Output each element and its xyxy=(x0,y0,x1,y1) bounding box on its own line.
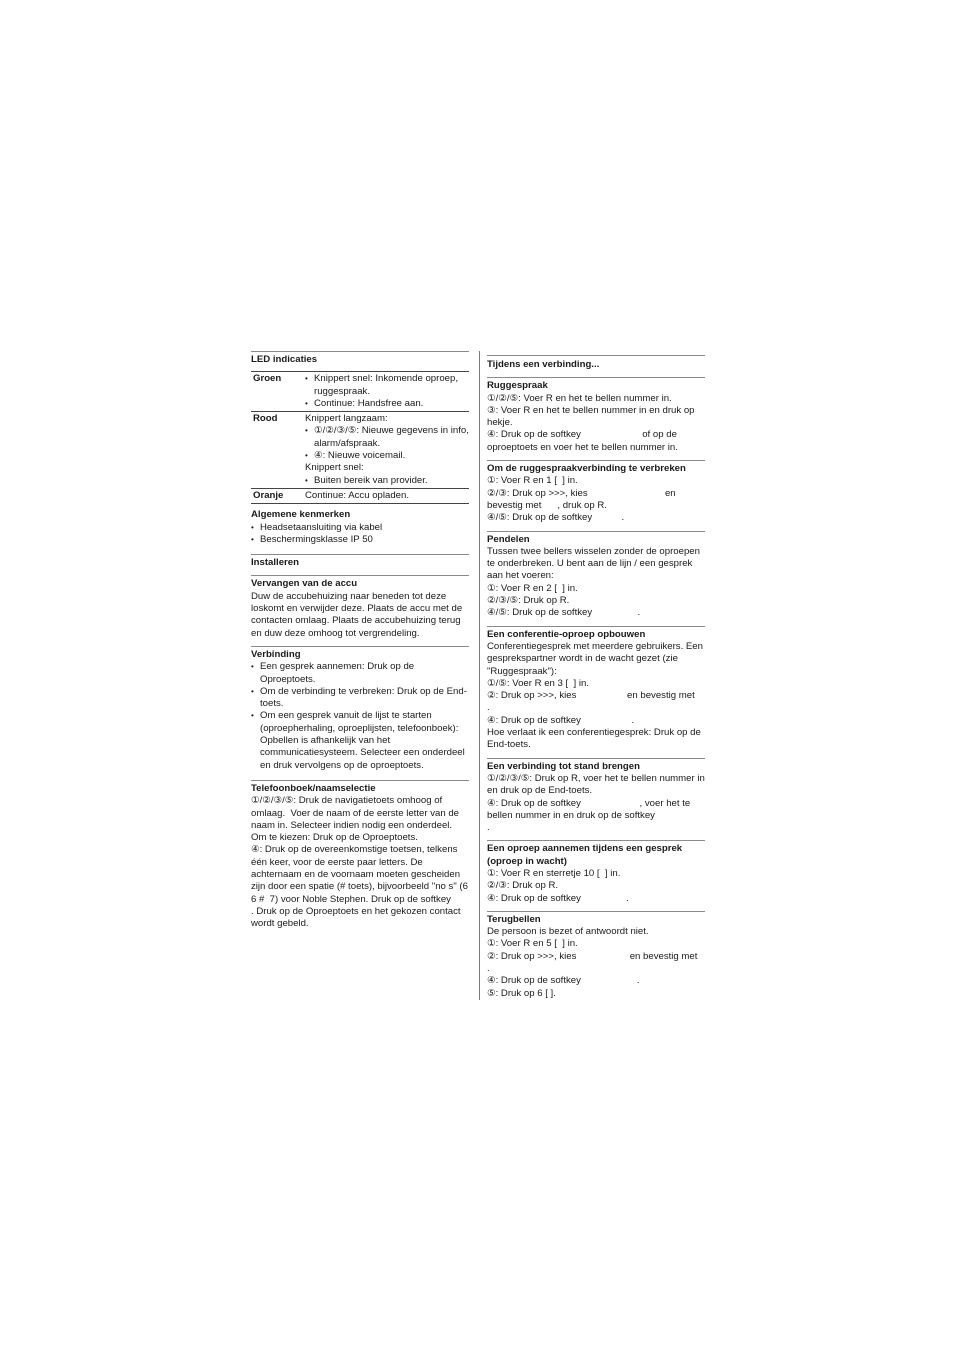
telefoonboek-title: Telefoonboek/naamselectie xyxy=(251,782,376,794)
column-divider xyxy=(479,351,480,1000)
aannemen-title: Een oproep aannemen tijdens een gesprek (oproep in wacht) xyxy=(487,843,683,867)
totstand-title: Een verbinding tot stand brengen xyxy=(487,760,640,772)
section-ruggespraak xyxy=(487,377,705,454)
led-bullet-list xyxy=(305,425,469,462)
list-item: • Om de verbinding te verbreken: Druk op de End-toets. xyxy=(251,686,469,711)
verbinding-title: Verbinding xyxy=(251,648,301,660)
telefoonboek-line: ①/②/③/⑤: Druk de navigatietoets omhoog of omlaag. Voer de naam of de eerste letter van de naam in. Selecteer indien nodig een onderdeel. Om te kiezen: Druk op de Oproeptoets. xyxy=(251,795,462,844)
verbreken-title: Om de ruggespraakverbinding te verbreken xyxy=(487,463,686,475)
installeren-title: Installeren xyxy=(251,557,299,569)
ruggespraak-line: ③: Voer R en het te bellen nummer in en druk op hekje. xyxy=(487,404,698,429)
left-column xyxy=(251,351,473,930)
led-row xyxy=(251,372,469,412)
list-item: • Een gesprek aannemen: Druk op de Oproeptoets. xyxy=(251,661,469,686)
verbreken-line: ④/⑤: Druk op de softkey . xyxy=(487,512,625,524)
terugbellen-line: ⑤: Druk op 6 [ ]. xyxy=(487,987,556,999)
right-column xyxy=(487,351,717,1000)
tijdens-title: Tijdens een verbinding... xyxy=(487,359,600,370)
led-table xyxy=(251,371,469,504)
section-telefoonboek xyxy=(251,780,473,931)
section-totstand xyxy=(487,758,717,835)
accu-title: Vervangen van de accu xyxy=(251,578,358,590)
pendelen-line: Tussen twee bellers wisselen zonder de oproepen te onderbreken. U bent aan de lijn / een gesprek aan het voeren: xyxy=(487,545,703,582)
verbinding-list xyxy=(251,661,469,772)
algemeen-list xyxy=(251,522,469,547)
ruggespraak-line: ①/②/⑤: Voer R en het te bellen nummer in. xyxy=(487,392,672,404)
conferentie-line: ①/⑤: Voer R en 3 [ ] in. xyxy=(487,677,589,689)
algemeen-title: Algemene kenmerken xyxy=(251,509,351,521)
accu-text: Duw de accubehuizing naar beneden tot deze loskomt en verwijder deze. Plaats de accu met de contacten omlaag. Plaats de accubehuizing terug en duw deze omhoog tot vergrendeling. xyxy=(251,590,463,639)
totstand-line: ①/②/③/⑤: Druk op R, voer het te bellen nummer in en druk op de End-toets. xyxy=(487,772,708,797)
list-item: • Buiten bereik van provider. xyxy=(305,475,469,487)
led-color-label: Groen xyxy=(253,373,282,385)
list-item: • Beschermingsklasse IP 50 xyxy=(251,534,469,546)
section-algemene-kenmerken xyxy=(251,509,469,546)
section-tijdens xyxy=(487,355,705,371)
led-line: Knippert langzaam: xyxy=(305,413,388,425)
list-item: • Om een gesprek vanuit de lijst te starten (oproepherhaling, oproeplijsten, telefoonboek): Opbellen is afhankelijk van het communicatiesysteem. Selecteer een onderdeel en druk vervolgens op de oproeptoets. xyxy=(251,710,469,771)
section-verbinding xyxy=(251,646,469,772)
conferentie-line: Hoe verlaat ik een conferentiegesprek: Druk op de End-toets. xyxy=(487,727,704,751)
aannemen-line: ②/③: Druk op R. xyxy=(487,880,559,892)
list-item: • Headsetaansluiting via kabel xyxy=(251,522,469,534)
led-title: LED indicaties xyxy=(251,354,318,365)
pendelen-line: ②/③/⑤: Druk op R. xyxy=(487,595,570,607)
conferentie-line: ④: Druk op de softkey . xyxy=(487,714,635,726)
section-led-indicaties xyxy=(251,351,469,504)
list-item: • ①/②/③/⑤: Nieuwe gegevens in info, alarm/afspraak. xyxy=(305,425,469,450)
section-aannemen xyxy=(487,840,705,904)
led-line: Knippert snel: xyxy=(305,462,364,474)
conferentie-title: Een conferentie-oproep opbouwen xyxy=(487,628,646,640)
aannemen-line: ①: Voer R en sterretje 10 [ ] in. xyxy=(487,867,621,879)
led-color-label: Rood xyxy=(253,413,278,425)
led-description xyxy=(303,372,469,412)
verbreken-line: ①: Voer R en 1 [ ] in. xyxy=(487,475,578,487)
pendelen-line: ①: Voer R en 2 [ ] in. xyxy=(487,582,578,594)
terugbellen-line: ④: Druk op de softkey . xyxy=(487,975,640,987)
conferentie-line: Conferentiegesprek met meerdere gebruikers. Een gesprekspartner wordt in de wacht gezet (zie "Ruggespraak"): xyxy=(487,640,706,677)
verbreken-line: ②/③: Druk op >>>, kies en bevestig met , druk op R. xyxy=(487,487,679,511)
section-pendelen xyxy=(487,531,705,620)
pendelen-title: Pendelen xyxy=(487,533,530,545)
led-line: Continue: Accu opladen. xyxy=(305,489,410,501)
list-item: • Continue: Handsfree aan. xyxy=(305,398,469,410)
totstand-line: ④: Druk op de softkey , voer het te bellen nummer in en druk op de softkey . xyxy=(487,797,717,834)
ruggespraak-line: ④: Druk op de softkey of op de oproeptoets en voer het te bellen nummer in. xyxy=(487,429,680,453)
led-description xyxy=(303,488,469,503)
section-conferentie xyxy=(487,626,714,752)
led-row xyxy=(251,412,469,489)
terugbellen-line: ①: Voer R en 5 [ ] in. xyxy=(487,938,578,950)
list-item: • ④: Nieuwe voicemail. xyxy=(305,450,469,462)
led-row xyxy=(251,488,469,503)
pendelen-line: ④/⑤: Druk op de softkey . xyxy=(487,607,641,619)
telefoonboek-line: ④: Druk op de overeenkomstige toetsen, telkens één keer, voor de eerste paar letters. De achternaam en de voornaam moeten gescheiden zijn door een spatie (# toets), bijvoorbeeld "no s" (6 6 # 7) voor Noble Stephen. Druk op de softkey . Druk op de Oproeptoets en het gekozen contact wordt gebeld. xyxy=(251,844,473,930)
section-accu xyxy=(251,575,469,639)
conferentie-line: ②: Druk op >>>, kies en bevestig met . xyxy=(487,690,714,714)
section-terugbellen xyxy=(487,911,714,1000)
terugbellen-line: ②: Druk op >>>, kies en bevestig met . xyxy=(487,950,714,975)
list-item: • Knippert snel: Inkomende oproep, ruggespraak. xyxy=(305,373,469,398)
section-verbreken xyxy=(487,460,705,524)
led-bullet-list xyxy=(305,373,469,410)
terugbellen-title: Terugbellen xyxy=(487,913,541,925)
section-installeren xyxy=(251,554,469,569)
led-description xyxy=(303,412,469,489)
led-color-label: Oranje xyxy=(253,489,284,501)
ruggespraak-title: Ruggespraak xyxy=(487,380,548,392)
led-bullet-list xyxy=(305,475,469,487)
terugbellen-line: De persoon is bezet of antwoordt niet. xyxy=(487,926,649,938)
aannemen-line: ④: Druk op de softkey . xyxy=(487,892,629,904)
